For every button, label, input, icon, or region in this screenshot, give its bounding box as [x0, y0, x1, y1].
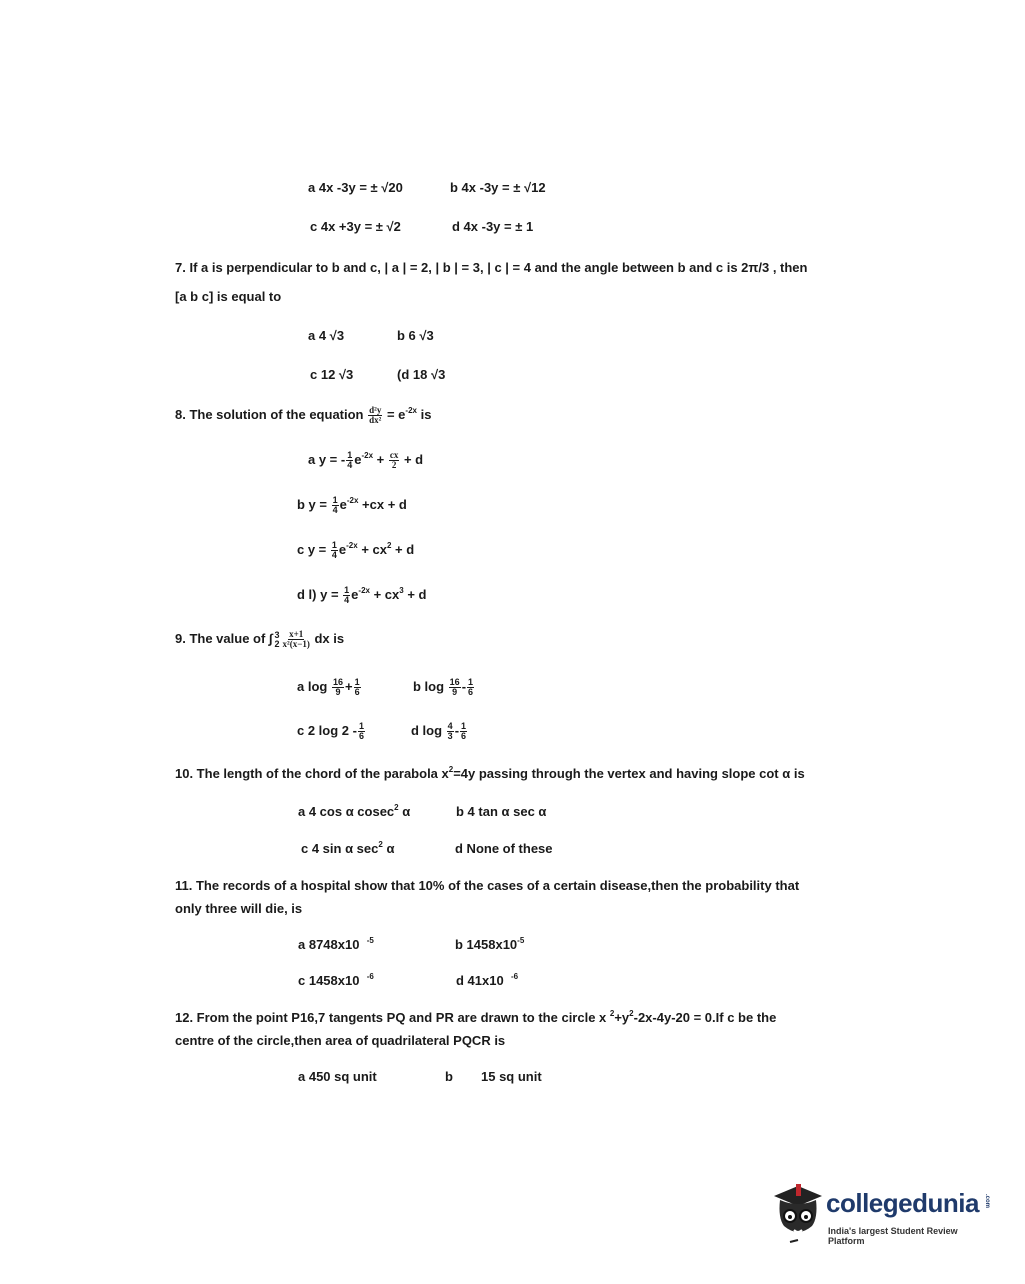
q7-option-d: (d 18 √3	[397, 367, 446, 382]
q12-option-b-label: b	[445, 1069, 453, 1084]
q12-stem-line2: centre of the circle,then area of quadrilateral PQCR is	[175, 1033, 506, 1048]
q8-option-a: a y = - $\frac{1}{4}$ $e^{-2x}$ + $\frac{cx}{2}$ + d	[308, 450, 424, 470]
q11-option-a: a 8748x10 $^{-5}$	[298, 936, 374, 952]
q7-stem-line2: [a b c] is equal to	[175, 289, 282, 304]
q9-option-a: a log $\frac{16}{9}$ + $\frac{1}{6}$	[297, 677, 360, 697]
q8-derivative-fraction: $\frac{\text{d²y}}{\text{dx²}}$	[369, 405, 382, 425]
q7-option-a: a 4 √3	[308, 328, 345, 343]
q11-stem-line1: 11. The records of a hospital show that 10% of the cases of a certain disease,then the probability that	[175, 878, 800, 893]
q8-option-b: b y = $\frac{1}{4}$ $e^{-2x} +cx + d$	[297, 495, 407, 515]
q12-stem-line1: 12. From the point P16,7 tangents PQ and PR are drawn to the circle x $^2+y^2-2x-4y-20 = 0.If$ c be the	[175, 1009, 777, 1025]
q12-option-b: 15 sq unit	[481, 1069, 542, 1084]
q8-option-d: d l) y = $\frac{1}{4}$ $e^{-2x} + cx^3 + d$	[297, 585, 427, 605]
q9-stem: 9. The value of ∫ 3 2 $\frac{x+1}{\text{x²(x−1)}}$ dx is	[175, 629, 345, 649]
q10-option-c: c 4 sin α $\sec^2 \alpha$	[301, 840, 395, 856]
collegedunia-logo	[768, 1180, 993, 1250]
q9-option-c: c 2 log 2 - $\frac{1}{6}$	[297, 721, 364, 741]
q7-option-b: b 6 √3	[397, 328, 434, 343]
q7-stem-line1: 7. If a is perpendicular to b and c, | a | = 2, | b | = 3, | c | = 4 and the angle between b and c is 2π/3 , then	[175, 260, 808, 275]
q7-option-c: c 12 √3	[310, 367, 354, 382]
q11-option-d: d 41x10 $^{-6}$	[456, 972, 519, 988]
brand-tagline: India's largest Student Review Platform	[828, 1226, 958, 1246]
q8-stem: 8. The solution of the equation $\frac{\text{d²y}}{\text{dx²}}$ = $e^{-2x}$ is	[175, 405, 432, 425]
q6-option-d: d 4x -3y = ± 1	[452, 219, 534, 234]
q11-stem-line2: only three will die, is	[175, 901, 303, 916]
brand-name: collegedunia	[826, 1188, 979, 1218]
q6-option-b: b 4x -3y = ± √12	[450, 180, 546, 195]
q11-option-c: c 1458x10 $^{-6}$	[298, 972, 374, 988]
q12-option-a: a 450 sq unit	[298, 1069, 377, 1084]
q10-option-b: b 4 tan α sec α	[456, 804, 547, 819]
q11-option-b: b $1458x10^{-5}$	[455, 936, 525, 952]
q10-option-a: a 4 cos α cosec$^2$ α	[298, 803, 411, 819]
q6-option-c: c 4x +3y = ± √2	[310, 219, 401, 234]
mascot-icon	[768, 1180, 826, 1250]
q8-option-c: c y = $\frac{1}{4}$ $e^{-2x} + cx^2 + d$	[297, 540, 415, 560]
q10-stem: 10. The length of the chord of the parabola $x^2=4y$ passing through the vertex and having slope cot α is	[175, 765, 805, 781]
q6-option-a: a 4x -3y = ± √20	[308, 180, 403, 195]
q9-option-d: d log $\frac{4}{3}$ - $\frac{1}{6}$	[411, 721, 467, 741]
q10-option-d: d None of these	[455, 841, 553, 856]
q9-option-b: b log $\frac{16}{9}$ - $\frac{1}{6}$	[413, 677, 474, 697]
brand-dotcom: .com	[984, 1194, 990, 1209]
